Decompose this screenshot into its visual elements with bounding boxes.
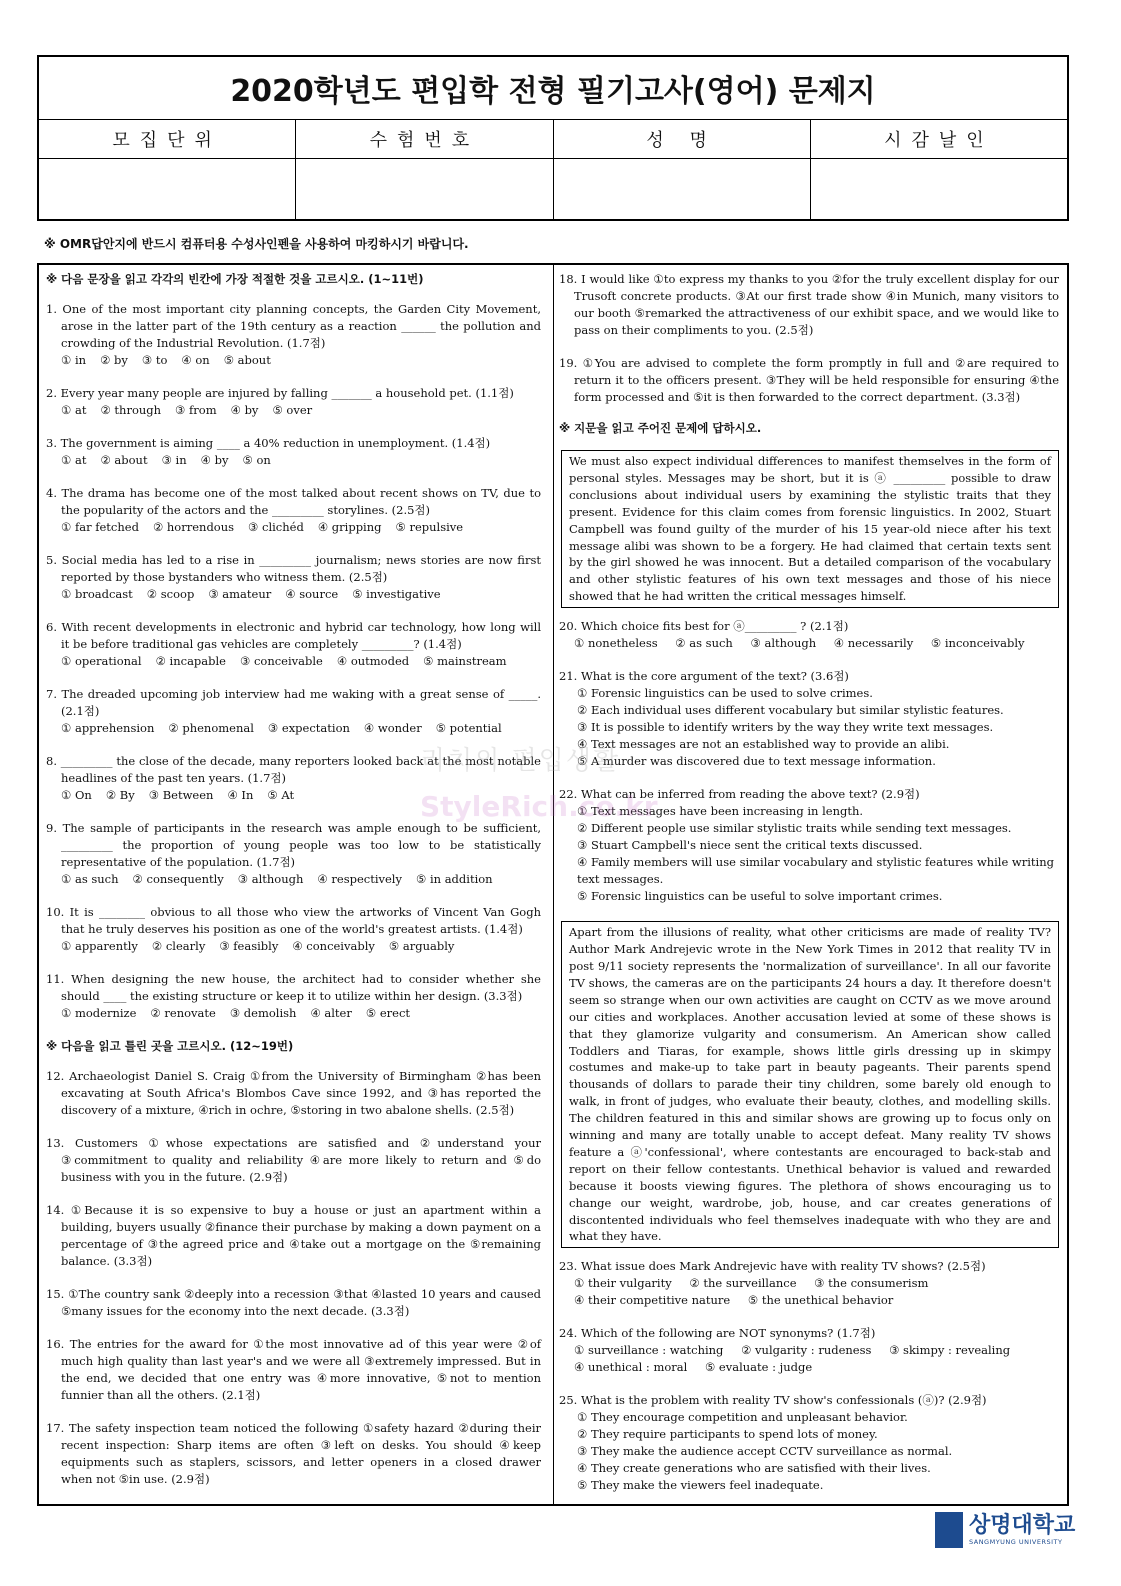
option[interactable]: ① modernize (61, 1006, 137, 1020)
option[interactable]: ① apparently (61, 939, 138, 953)
option[interactable]: ④ outmoded (336, 654, 410, 668)
watermark-site: StyleRich.co.kr (420, 790, 658, 823)
option[interactable]: ④ alter (310, 1006, 352, 1020)
option[interactable]: ③ conceivable (240, 654, 323, 668)
option[interactable]: ③ Stuart Campbell's niece sent the critical texts discussed. (577, 838, 923, 853)
section-1-heading: ※ 다음 문장을 읽고 각각의 빈칸에 가장 적절한 것을 고르시오. (1~11번) (46, 272, 424, 286)
option[interactable]: ④ They create generations who are satisfied with their lives. (577, 1461, 931, 1476)
option[interactable]: ③ although (750, 636, 817, 651)
option[interactable]: ③ to (141, 353, 168, 367)
question-13: 13. Customers ①whose expectations are satisfied and ②understand your ③commitment to quality and reliability ④are more likely to return and ⑤do business with you in the future. (2.9점) (46, 1136, 541, 1184)
option[interactable]: ① at (61, 453, 87, 467)
option[interactable]: ④ wonder (363, 721, 422, 735)
question-16: 16. The entries for the award for ①the most innovative ad of this year were ②of much high quality than last year's and we were all ③extremely impressed. But in the end, we decided that one entry was ④more innovative, ⑤not to mention funnier than all the others. (2.1점) (46, 1337, 541, 1402)
blank-unit[interactable] (39, 159, 296, 221)
option[interactable]: ⑤ inconceivably (930, 636, 1025, 651)
column-divider (553, 265, 554, 1504)
question-10: 10. It is ________ obvious to all those who view the artworks of Vincent Van Gogh that he truly deserves his position as one of the world's greatest artists. (1.4점) ① apparently ② clearly ③ feasibly ④ conceivably ⑤ arguably (46, 905, 541, 953)
option[interactable]: ② clearly (151, 939, 206, 953)
logo-emblem-icon (935, 1512, 963, 1548)
error-questions (46, 1068, 541, 1488)
option[interactable]: ④ by (200, 453, 229, 467)
option[interactable]: ③ feasibly (219, 939, 279, 953)
question-22: 22. What can be inferred from reading the above text? (2.9점) ① Text messages have been increasing in length. ② Different people use similar stylistic traits while sending text messages. ③ Stuart Campbell's niece sent the critical texts discussed. ④ Family members will use similar vocabulary and stylistic features while writing text messages. ⑤ Forensic linguistics can be useful to solve important crimes. (559, 786, 1059, 905)
option[interactable]: ④ conceivably (292, 939, 375, 953)
option[interactable]: ① operational (61, 654, 142, 668)
option[interactable]: ④ In (227, 788, 254, 802)
question-4: 4. The drama has become one of the most talked about recent shows on TV, due to the popularity of the actors and the _________ storylines. (2.5점) ① far fetched ② horrendous ③ clichéd ④ gripping ⑤ repulsive (46, 486, 541, 534)
option[interactable]: ⑤ arguably (388, 939, 455, 953)
label-proctor-seal: 시감날인 (884, 130, 994, 151)
header-table (37, 55, 1069, 221)
question-8: 8. _________ the close of the decade, many reporters looked back at the most notable headlines of the past ten years. (1.7점) ① On ② By ③ Between ④ In ⑤ At (46, 754, 541, 802)
option[interactable]: ② consequently (132, 872, 224, 886)
option[interactable]: ④ source (285, 587, 339, 601)
option[interactable]: ① in (61, 353, 87, 367)
option[interactable]: ③ Between (148, 788, 214, 802)
section-2-heading: ※ 다음을 읽고 틀린 곳을 고르시오. (12~19번) (46, 1039, 294, 1053)
question-11: 11. When designing the new house, the architect had to consider whether she should ____ the existing structure or keep it to utilize within her design. (3.3점) ① modernize ② renovate ③ demolish ④ alter ⑤ erect (46, 972, 541, 1020)
option[interactable]: ③ expectation (267, 721, 350, 735)
option[interactable]: ② renovate (150, 1006, 216, 1020)
question-18: 18. I would like ①to express my thanks to you ②for the truly excellent display for our Trusoft concrete products. ③At our first trade show ④in Munich, many visitors to our booth ⑤remarked the attractiveness of our exhibit space, and we would like to pass on their compliments to you. (2.5점) (559, 272, 1059, 337)
option[interactable]: ② vulgarity : rudeness (741, 1343, 872, 1358)
option[interactable]: ③ skimpy : revealing (889, 1343, 1011, 1358)
header-label-row (39, 120, 1067, 159)
option[interactable]: ⑤ erect (365, 1006, 411, 1020)
option[interactable]: ⑤ mainstream (423, 654, 507, 668)
option[interactable]: ④ Family members will use similar vocabulary and stylistic features while writing text messages. (577, 855, 1055, 887)
option[interactable]: ① surveillance : watching (574, 1343, 724, 1358)
option[interactable]: ⑤ Forensic linguistics can be useful to solve important crimes. (577, 889, 943, 904)
passage-2: Apart from the illusions of reality, what other criticisms are made of reality TV? Author Mark Andrejevic wrote in the New York Times in 2012 that reality TV in post 9/11 society represents the 'normalization of surveillance'. In all our favorite TV shows, the cameras are on the participants 24 hours a day. It therefore doesn't seem so strange when our own activities are caught on CCTV as we move around our cities and workplaces. Another accusation levied at some of these shows is that they glamorize vulgarity and consumerism. An American show called Toddlers and Tiaras, for example, shows little girls dressing up in skimpy costumes and make-up to take part in beauty pageants. Their parents spend thousands of dollars to parade their tiny children, some barely old enough to walk, in front of judges, who evaluate their beauty, clothes, and modelling skills. The children featured in this and similar shows are growing up to focus only on winning and many are totally unable to accept defeat. Many reality TV shows feature a ⓐ'confessional', where contestants are encouraged to back-stab and report on their fellow contestants. Unethical behavior is valued and rewarded because it boosts viewing figures. The plethora of shows encouraging us to change our weight, wardrobe, job, house, and car creates generations of discontented individuals who feel themselves inadequate with who they are and what they have. (561, 921, 1059, 1248)
option[interactable]: ④ unethical : moral (574, 1360, 688, 1375)
question-17: 17. The safety inspection team noticed the following ①safety hazard ②during their recent inspection: Sharp items are often ③left on desks. You should ④keep equipments such as staplers, scissors, and letter openers in a closed drawer when not ⑤in use. (2.9점) (46, 1421, 541, 1486)
label-exam-number: 수험번호 (296, 120, 553, 158)
error-questions-cont (559, 271, 1059, 406)
option[interactable]: ⑤ about (223, 353, 271, 367)
option[interactable]: ⑤ repulsive (395, 520, 464, 534)
question-3: 3. The government is aiming ____ a 40% reduction in unemployment. (1.4점) ① at ② about ③ in ④ by ⑤ on (46, 436, 491, 467)
option[interactable]: ④ gripping (317, 520, 382, 534)
label-unit: 모집단위 (39, 120, 296, 158)
option[interactable]: ⑤ They make the viewers feel inadequate. (577, 1478, 824, 1493)
option[interactable]: ② by (100, 353, 128, 367)
option[interactable]: ③ demolish (229, 1006, 297, 1020)
option[interactable]: ⑤ potential (435, 721, 502, 735)
page-title: 2020학년도 편입학 전형 필기고사(영어) 문제지 (39, 57, 1067, 120)
option[interactable]: ② They require participants to spend lots of money. (577, 1427, 878, 1442)
option[interactable]: ③ They make the audience accept CCTV surveillance as normal. (577, 1444, 953, 1459)
option[interactable]: ① far fetched (61, 520, 139, 534)
option[interactable]: ② the surveillance (689, 1276, 797, 1291)
option[interactable]: ② Different people use similar stylistic traits while sending text messages. (577, 821, 1012, 836)
logo-subtitle: SANGMYUNG UNIVERSITY (969, 1538, 1063, 1546)
label-name: 성 명 (554, 120, 811, 158)
question-19: 19. ①You are advised to complete the form promptly in full and ②are required to return it to the officers present. ③They will be held responsible for ensuring ④the form processed and ⑤it is then forwarded to the correct department. (3.3점) (559, 356, 1059, 404)
question-box (37, 263, 1069, 1506)
option[interactable]: ① Text messages have been increasing in length. (577, 804, 864, 819)
option[interactable]: ② as such (675, 636, 733, 651)
option[interactable]: ② By (105, 788, 135, 802)
blank-exam-number[interactable] (296, 159, 553, 221)
blank-name[interactable] (554, 159, 811, 221)
option[interactable]: ⑤ A murder was discovered due to text message information. (577, 754, 936, 769)
question-23: 23. What issue does Mark Andrejevic have with reality TV shows? (2.5점) ① their vulgarity ② the surveillance ③ the consumerism ④ their competitive nature ⑤ the unethical behavior (559, 1259, 986, 1308)
option[interactable]: ① as such (61, 872, 119, 886)
option[interactable]: ① Forensic linguistics can be used to solve crimes. (577, 686, 873, 701)
blank-proctor-seal[interactable] (811, 159, 1067, 221)
option[interactable]: ① broadcast (61, 587, 133, 601)
option[interactable]: ⑤ in addition (415, 872, 493, 886)
option[interactable]: ④ on (181, 353, 210, 367)
option[interactable]: ① They encourage competition and unpleasant behavior. (577, 1410, 908, 1425)
question-24: 24. Which of the following are NOT synonyms? (1.7점) ① surveillance : watching ② vulgarity : rudeness ③ skimpy : revealing ④ unethical : moral ⑤ evaluate : judge (559, 1326, 1011, 1375)
question-2: 2. Every year many people are injured by falling _______ a household pet. (1.1점) ① at ② through ③ from ④ by ⑤ over (46, 386, 514, 417)
option[interactable]: ③ in (161, 453, 187, 467)
question-14: 14. ①Because it is so expensive to buy a house or just an apartment within a building, buyers usually ②finance their purchase by making a down payment on a percentage of ③the agreed price and ④take out a mortgage on the ⑤remaining balance. (3.3점) (46, 1203, 541, 1268)
question-21: 21. What is the core argument of the text? (3.6점) ① Forensic linguistics can be used to solve crimes. ② Each individual uses different vocabulary but similar stylistic features. ③ It is possible to identify writers by the way they write text messages. ④ Text messages are not an established way to provide an alibi. ⑤ A murder was discovered due to text message information. (559, 668, 1059, 770)
option[interactable]: ② about (100, 453, 148, 467)
option[interactable]: ② through (100, 403, 162, 417)
logo-name: 상명대학교 (969, 1513, 1076, 1538)
option[interactable]: ⑤ the unethical behavior (747, 1293, 894, 1308)
option[interactable]: ⑤ evaluate : judge (704, 1360, 813, 1375)
passage-1: We must also expect individual differences to manifest themselves in the form of personal styles. Messages may be short, but it is ⓐ _________ possible to draw conclusions about individual users by examining the stylistic traits that they present. Evidence for this claim comes from forensic linguistics. In 2002, Stuart Campbell was found guilty of the murder of his 15 year-old niece after his text message alibi was shown to be a forgery. He had claimed that certain texts sent by the girl showed he was innocent. But a detailed comparison of the vocabulary and other stylistic features of his own text messages and those of his niece showed that he had written the critical messages himself. (561, 450, 1059, 608)
option[interactable]: ② Each individual uses different vocabulary but similar stylistic features. (577, 703, 1004, 718)
question-20: 20. Which choice fits best for ⓐ_________ ? (2.1점) ① nonetheless ② as such ③ although ④ necessarily ⑤ inconceivably (559, 619, 1025, 651)
fill-in-questions (46, 301, 541, 1022)
question-7: 7. The dreaded upcoming job interview had me waking with a great sense of _____. (2.1점) ① apprehension ② phenomenal ③ expectation ④ wonder ⑤ potential (46, 687, 541, 735)
option[interactable]: ② horrendous (152, 520, 235, 534)
option[interactable]: ⑤ over (272, 403, 313, 417)
option[interactable]: ① nonetheless (574, 636, 658, 651)
question-9: 9. The sample of participants in the research was ample enough to be sufficient, _________ the proportion of young people was too low to be statistically representative of the population. (1.7점) ① as such ② consequently ③ although ④ respectively ⑤ in addition (46, 821, 541, 886)
option[interactable]: ② phenomenal (168, 721, 254, 735)
option[interactable]: ① their vulgarity (574, 1276, 672, 1291)
option[interactable]: ③ the consumerism (814, 1276, 929, 1291)
option[interactable]: ① On (61, 788, 92, 802)
option[interactable]: ③ clichéd (248, 520, 304, 534)
question-15: 15. ①The country sank ②deeply into a recession ③that ④lasted 10 years and caused ⑤many issues for the economy into the next decade. (3.3점) (46, 1287, 541, 1318)
option[interactable]: ④ necessarily (833, 636, 914, 651)
question-12: 12. Archaeologist Daniel S. Craig ①from the University of Birmingham ②has been excavating at South Africa's Blombos Cave since 1992, and ③has reported the discovery of a mixture, ④rich in ochre, ⑤storing in two abalone shells. (2.5점) (46, 1069, 541, 1117)
watermark-text: 리치의 편입생활 (420, 746, 621, 776)
question-25: 25. What is the problem with reality TV show's confessionals (ⓐ)? (2.9점) ① They encourage competition and unpleasant behavior. ② They require participants to spend lots of money. ③ They make the audience accept CCTV surveillance as normal. ④ They create generations who are satisfied with their lives. ⑤ They make the viewers feel inadequate. (559, 1392, 1059, 1494)
header-blank-row (39, 159, 1067, 221)
right-column (559, 271, 1059, 1510)
university-logo (935, 1512, 1075, 1548)
question-6: 6. With recent developments in electronic and hybrid car technology, how long will it be before traditional gas vehicles are completely _________? (1.4점) ① operational ② incapable ③ conceivable ④ outmoded ⑤ mainstream (46, 620, 541, 668)
question-5: 5. Social media has led to a rise in _________ journalism; news stories are now first reported by those bystanders who witness them. (2.5점) ① broadcast ② scoop ③ amateur ④ source ⑤ investigative (46, 553, 541, 601)
option[interactable]: ② scoop (146, 587, 195, 601)
left-column (46, 271, 541, 1504)
option[interactable]: ③ from (175, 403, 217, 417)
option[interactable]: ④ Text messages are not an established way to provide an alibi. (577, 737, 950, 752)
question-1: 1. One of the most important city planning concepts, the Garden City Movement, arose in the latter part of the 19th century as a reaction ______ the pollution and crowding of the Industrial Revolution. (1.7점) ① in ② by ③ to ④ on ⑤ about (46, 302, 541, 367)
option[interactable]: ④ by (230, 403, 259, 417)
omr-notice: ※ OMR답안지에 반드시 컴퓨터용 수성사인펜을 사용하여 마킹하시기 바랍니다. (44, 237, 469, 251)
section-3-heading: ※ 지문을 읽고 주어진 문제에 답하시오. (559, 421, 762, 435)
option[interactable]: ④ respectively (317, 872, 402, 886)
option[interactable]: ① at (61, 403, 87, 417)
option[interactable]: ⑤ investigative (352, 587, 441, 601)
option[interactable]: ⑤ on (242, 453, 271, 467)
option[interactable]: ① apprehension (61, 721, 155, 735)
option[interactable]: ③ although (237, 872, 304, 886)
option[interactable]: ② incapable (155, 654, 226, 668)
option[interactable]: ③ amateur (208, 587, 272, 601)
option[interactable]: ④ their competitive nature (574, 1293, 731, 1308)
option[interactable]: ③ It is possible to identify writers by the way they write text messages. (577, 720, 994, 735)
option[interactable]: ⑤ At (267, 788, 295, 802)
